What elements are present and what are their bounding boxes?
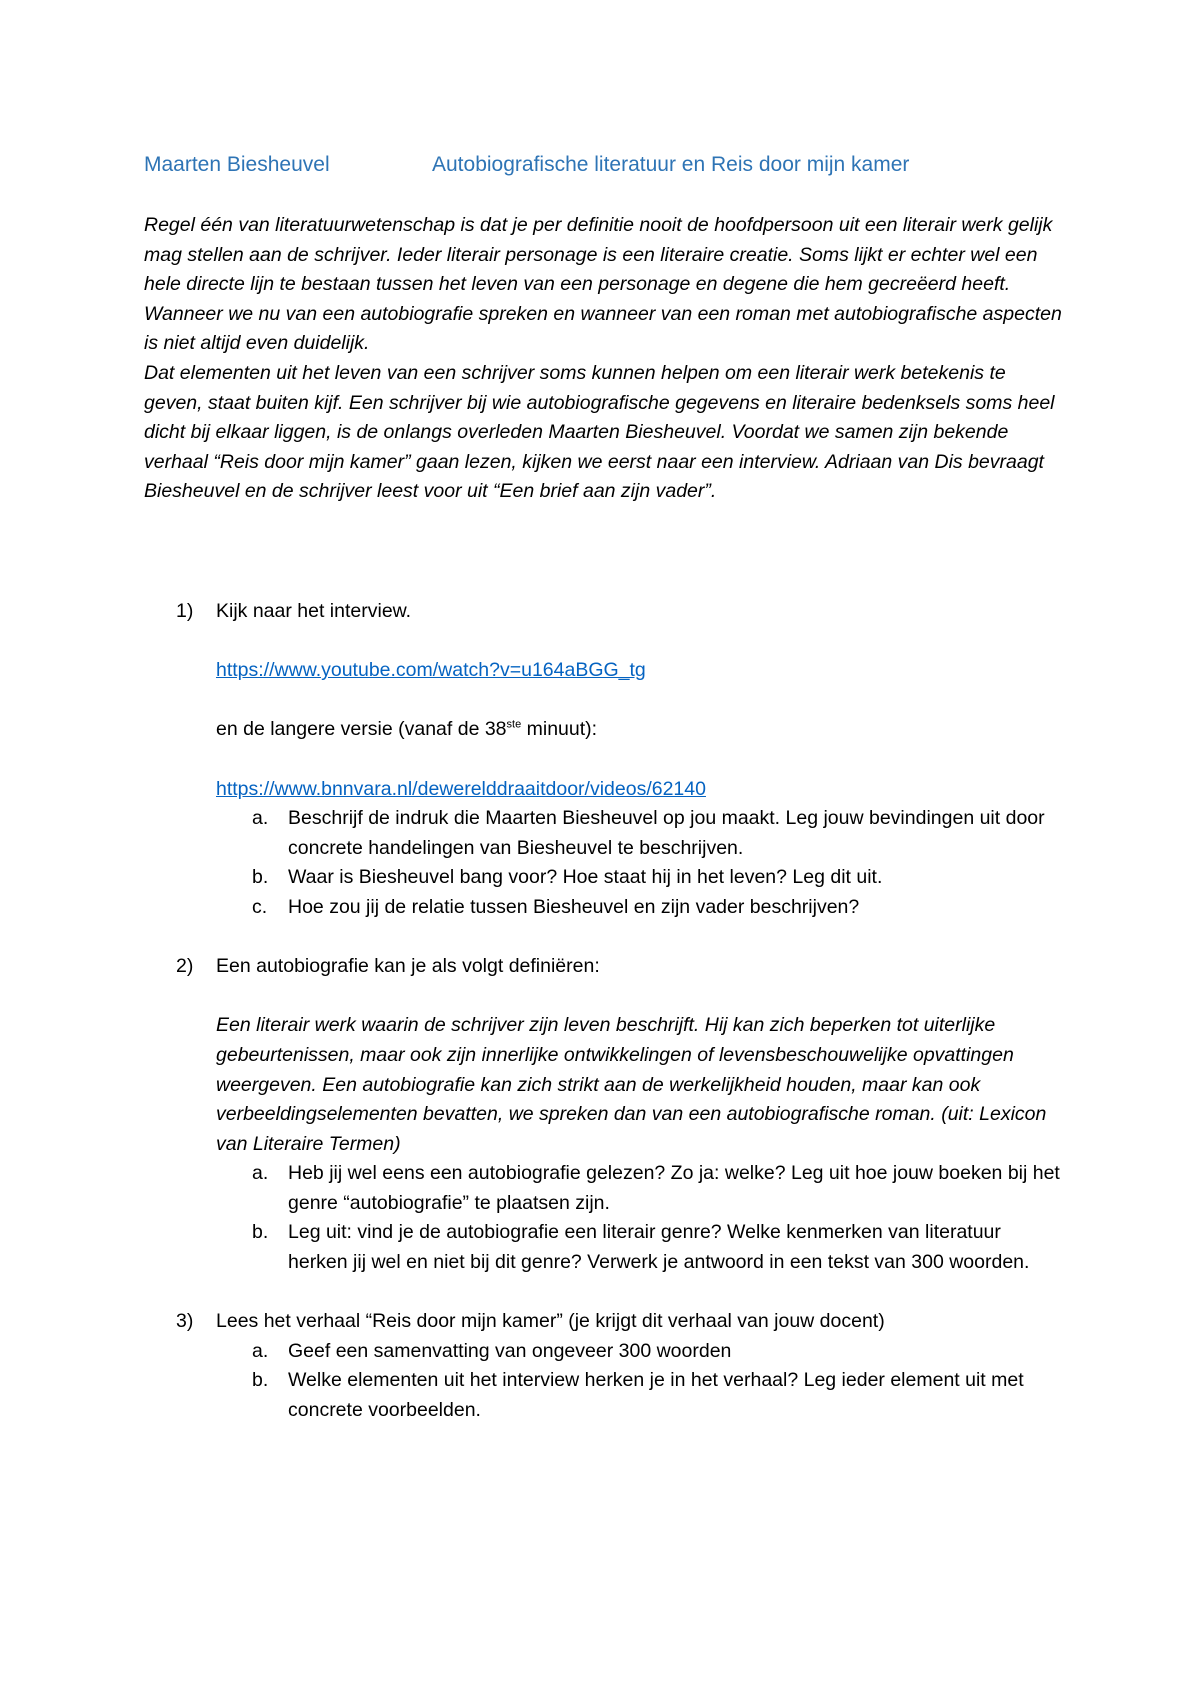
longer-version-suffix: minuut): bbox=[521, 718, 598, 741]
question-number: 1) bbox=[176, 600, 194, 622]
intro-paragraph-2: Dat elementen uit het leven van een schrijver soms kunnen helpen om een literair werk betekenis te geven, staat buiten kijf. Een schrijver bij wie autobiografische gegevens en literaire bedenksels soms heel dicht bij elkaar liggen, is de onlangs overleden Maarten Biesheuvel. Voordat we samen zijn bekende verhaal “Reis door mijn kamer” gaan lezen, kijken we eerst naar een interview. Adriaan van Dis bevraagt Biesheuvel en de schrijver leest voor uit “Een brief aan zijn vader”. bbox=[144, 361, 1055, 503]
subquestion-1a bbox=[216, 804, 1064, 863]
subquestion-text: Heb jij wel eens een autobiografie gelezen? Zo ja: welke? Leg uit hoe jouw boeken bij het genre “autobiografie” te plaatsen zijn. bbox=[288, 1162, 1060, 1214]
subquestion-letter: b. bbox=[252, 1369, 269, 1392]
youtube-link[interactable]: https://www.youtube.com/watch?v=u164aBGG_tg bbox=[216, 659, 646, 682]
document-title: Autobiografische literatuur en Reis door mijn kamer bbox=[432, 153, 910, 176]
subquestion-letter: a. bbox=[252, 1162, 269, 1185]
subquestion-letter: a. bbox=[252, 807, 269, 830]
question-number: 3) bbox=[176, 1310, 194, 1333]
intro-text bbox=[144, 211, 1064, 507]
subquestion-letter: a. bbox=[252, 1339, 269, 1362]
subquestion-1b bbox=[216, 863, 1064, 893]
autobiography-definition: Een literair werk waarin de schrijver zijn leven beschrijft. Hij kan zich beperken tot uiterlijke gebeurtenissen, maar ook zijn innerlijke ontwikkelingen of levensbeschouwelijke opvattingen weergeven. Een autobiografie kan zich strikt aan de werkelijkheid houden, maar kan ook verbeeldingselementen bevatten, we spreken dan van een autobiografische roman. (uit: Lexicon van Literaire Termen) bbox=[216, 1014, 1047, 1155]
ordinal-suffix: ste bbox=[506, 718, 522, 731]
bnnvara-link[interactable]: https://www.bnnvara.nl/dewerelddraaitdoor/videos/62140 bbox=[216, 777, 706, 800]
subquestion-list bbox=[216, 1337, 1064, 1426]
subquestion-text: Leg uit: vind je de autobiografie een literair genre? Welke kenmerken van literatuur herken jij wel en niet bij dit genre? Verwerk je antwoord in een tekst van 300 woorden. bbox=[288, 1221, 1030, 1274]
subquestion-3a bbox=[216, 1337, 1064, 1367]
subquestion-text: Waar is Biesheuvel bang voor? Hoe staat hij in het leven? Leg dit uit. bbox=[288, 866, 883, 889]
subquestion-3b bbox=[216, 1366, 1064, 1425]
longer-version-prefix: en de langere versie (vanaf de 38 bbox=[216, 718, 507, 741]
subquestion-2b bbox=[216, 1218, 1064, 1277]
subquestion-text: Hoe zou jij de relatie tussen Biesheuvel en zijn vader beschrijven? bbox=[288, 895, 860, 918]
subquestion-text: Beschrijf de indruk die Maarten Biesheuvel op jou maakt. Leg jouw bevindingen uit door concrete handelingen van Biesheuvel te beschrijven. bbox=[288, 807, 1045, 859]
question-2 bbox=[144, 952, 1064, 1278]
subquestion-2a bbox=[216, 1159, 1064, 1218]
subquestion-list bbox=[216, 804, 1064, 922]
subquestion-letter: c. bbox=[252, 895, 268, 918]
longer-version-line bbox=[216, 715, 1064, 745]
question-number: 2) bbox=[176, 955, 194, 978]
intro-paragraph-1: Regel één van literatuurwetenschap is dat je per definitie nooit de hoofdpersoon uit een literair werk gelijk mag stellen aan de schrijver. Ieder literair personage is een literaire creatie. Soms lijkt er echter wel een hele directe lijn te bestaan tussen het leven van een personage en degene die hem gecreëerd heeft. Wanneer we nu van een autobiografie spreken en wanneer van een roman met autobiografische aspecten is niet altijd even duidelijk. bbox=[144, 214, 1062, 355]
subquestion-letter: b. bbox=[252, 866, 269, 889]
question-3 bbox=[144, 1307, 1064, 1425]
subquestion-text: Geef een samenvatting van ongeveer 300 woorden bbox=[288, 1339, 732, 1362]
subquestion-text: Welke elementen uit het interview herken je in het verhaal? Leg ieder element uit met concrete voorbeelden. bbox=[288, 1369, 1024, 1422]
question-text: Een autobiografie kan je als volgt definiëren: bbox=[216, 955, 600, 978]
subquestion-1c bbox=[216, 893, 1064, 923]
subquestion-letter: b. bbox=[252, 1221, 269, 1244]
question-list bbox=[144, 597, 1064, 1426]
question-text: Lees het verhaal “Reis door mijn kamer” (je krijgt dit verhaal van jouw docent) bbox=[216, 1310, 885, 1333]
question-1 bbox=[144, 597, 1064, 923]
question-text: Kijk naar het interview. bbox=[216, 600, 412, 622]
subquestion-list bbox=[216, 1159, 1064, 1277]
author-name: Maarten Biesheuvel bbox=[144, 153, 330, 176]
